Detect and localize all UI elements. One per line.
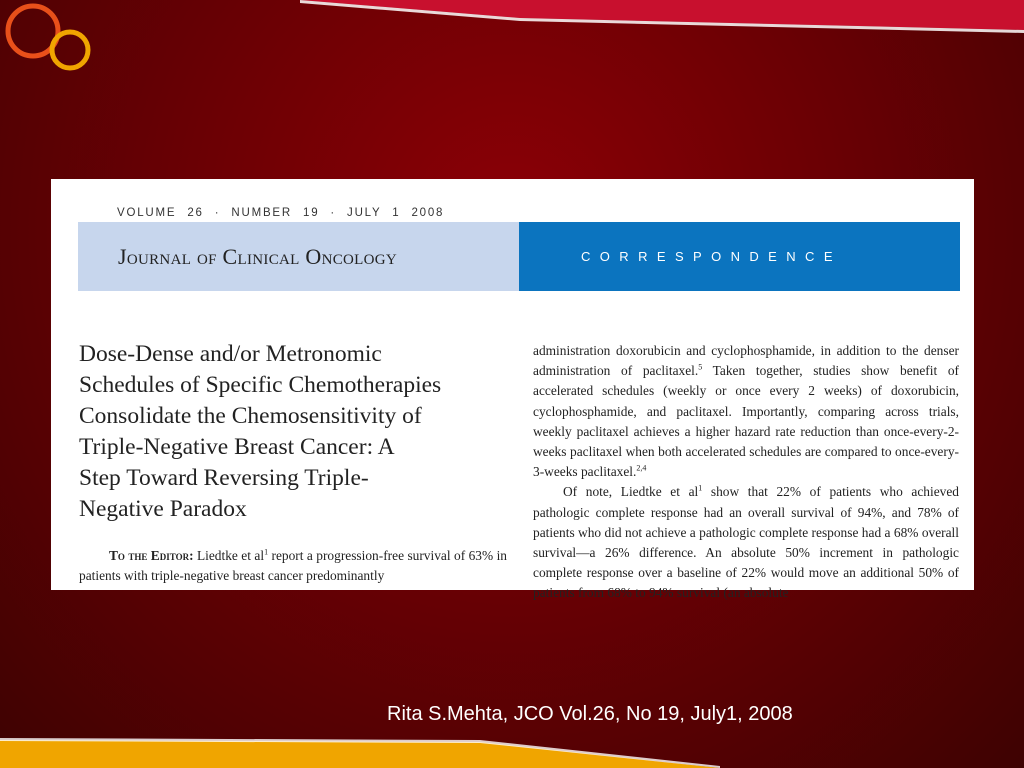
right-paragraph-2: [533, 482, 959, 603]
paragraph-text: Liedtke et al: [196, 548, 265, 563]
paragraph-text: Of note, Liedtke et al: [563, 484, 699, 500]
right-column: [533, 341, 959, 604]
title-line: Dose-Dense and/or Metronomic: [79, 341, 382, 367]
lead-in: To the Editor:: [109, 548, 194, 563]
article-clipping: [51, 179, 974, 601]
citation-caption: Rita S.Mehta, JCO Vol.26, No 19, July1, 2008: [387, 703, 793, 725]
reference-sup: 2,4: [636, 463, 647, 473]
reference-sup: 1: [698, 483, 703, 493]
section-banner: [519, 222, 960, 291]
title-line: Schedules of Specific Chemotherapies: [79, 372, 442, 398]
paragraph-text: report a progression-free survival of 63% in patients with triple-negative breast cancer predominantly: [79, 548, 507, 583]
title-line: Negative Paradox: [79, 496, 247, 522]
bottom-decorative-stripe: [0, 728, 1024, 768]
title-line: Step Toward Reversing Triple-: [79, 465, 369, 491]
journal-banner: [78, 222, 519, 291]
reference-sup: 1: [264, 547, 269, 557]
two-overlapping-circles-icon: [0, 0, 100, 80]
right-paragraph-1: [533, 341, 959, 482]
title-line: Triple-Negative Breast Cancer: A: [79, 434, 395, 460]
reference-sup: 5: [698, 362, 703, 372]
article-title: [79, 339, 519, 525]
section-name: CORRESPONDENCE: [581, 249, 842, 264]
paragraph-text: Taken together, studies show benefit of accelerated schedules (weekly or once every 2 weeks) of doxorubicin, cyclophosphamide, and paclitaxel. Importantly, comparing across trials, weekly paclitaxel achieves a higher hazard rate reduction than once-every-2-weeks paclitaxel when both accelerated schedules are compared to once-every-3-weeks paclitaxel.: [533, 363, 959, 480]
title-line: Consolidate the Chemosensitivity of: [79, 403, 422, 429]
journal-name: Journal of Clinical Oncology: [118, 243, 398, 269]
paragraph-text: show that 22% of patients who achieved pathologic complete response had an overall survival of 94%, and 78% of patients who did not achieve a pathologic complete response had a 68% overall survival—a 26% difference. An absolute 50% increment in pathologic complete response over a baseline of 22% would move an additional 50% of patients from 68% to 94% survival (an absolute: [533, 484, 959, 601]
top-decorative-stripe: [0, 0, 1024, 40]
editor-paragraph: [79, 546, 507, 586]
paragraph-text: administration doxorubicin and cyclophosphamide, in addition to the denser administration of paclitaxel.: [533, 343, 959, 379]
volume-line: VOLUME 26 · NUMBER 19 · JULY 1 2008: [117, 207, 445, 219]
